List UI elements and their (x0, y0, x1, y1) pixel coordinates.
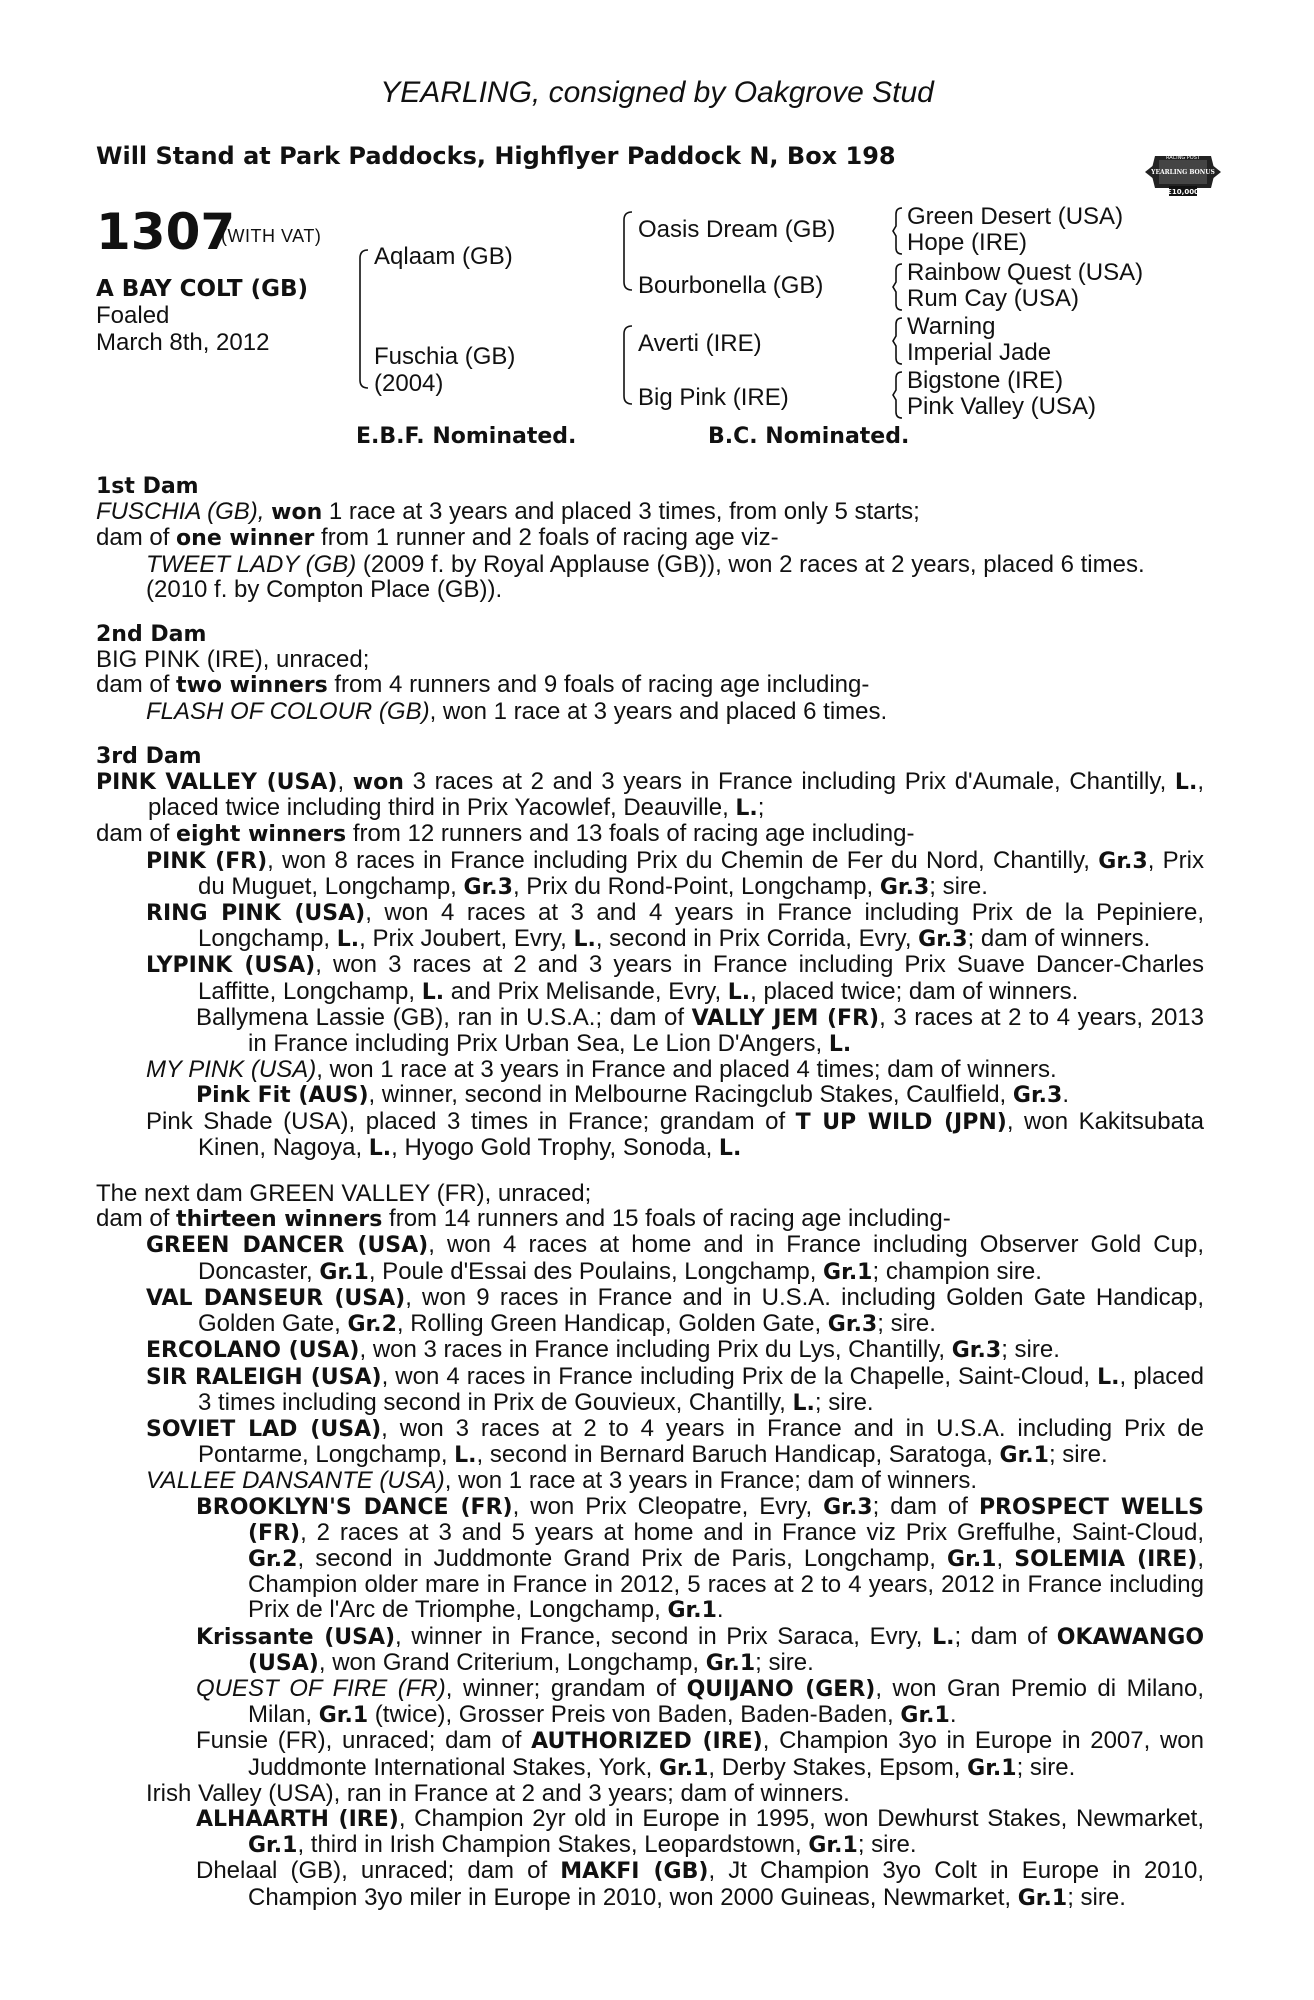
bracket-g78 (892, 370, 904, 420)
produce-lypink: LYPINK (USA), won 3 races at 2 and 3 years in France including Prix Suave Dancer-Charles Laffitte, Longchamp, L. and Prix Melisande, Evry, L., placed twice; dam of winners. (146, 951, 1205, 1005)
yearling-bonus-badge-icon (1143, 146, 1223, 204)
produce-2010: (2010 f. by Compton Place (GB)). (146, 575, 503, 603)
ancestor-7: Bigstone (IRE) (907, 367, 1064, 394)
ancestor-1: Green Desert (USA) (907, 203, 1124, 230)
produce-ercolano: ERCOLANO (USA), won 3 races in France including Prix du Lys, Chantilly, Gr.3; sire. (146, 1336, 1060, 1364)
produce-alhaarth: ALHAARTH (IRE), Champion 2yr old in Europe in 1995, won Dewhurst Stakes, Newmarket, Gr.1, third in Irish Champion Stakes, Leopardstown, Gr.1; sire. (196, 1804, 1205, 1859)
badge-top-text: RACING POST (1166, 155, 1200, 161)
badge-amount-text: £10,000 (1167, 188, 1199, 196)
produce-my-pink: MY PINK (USA), won 1 race at 3 years in France and placed 4 times; dam of winners. (146, 1056, 1057, 1084)
produce-krissante: Krissante (USA), winner in France, second in Prix Saraca, Evry, L.; dam of OKAWANGO (USA), won Grand Criterium, Longchamp, Gr.1; sire. (196, 1622, 1205, 1676)
sire-sire: Oasis Dream (GB) (638, 216, 836, 243)
ancestor-8: Pink Valley (USA) (907, 393, 1096, 420)
produce-green-dancer: GREEN DANCER (USA), won 4 races at home and in France including Observer Gold Cup, Doncaster, Gr.1, Poule d'Essai des Poulains, Longchamp, Gr.1; champion sire. (146, 1231, 1204, 1285)
produce-funsie: Funsie (FR), unraced; dam of AUTHORIZED (IRE), Champion 3yo in Europe in 2007, won Juddmonte International Stakes, York, Gr.1, Derby Stakes, Epsom, Gr.1; sire. (196, 1727, 1204, 1781)
produce-ballymena-lassie: Ballymena Lassie (GB), ran in U.S.A.; dam of VALLY JEM (FR), 3 races at 2 to 4 years, 2013 in France including Prix Urban Sea, Le Lion D'Angers, L. (196, 1003, 1205, 1058)
foaled-label: Foaled (96, 302, 170, 329)
dam-year: (2004) (374, 370, 444, 397)
bracket-g34 (892, 262, 904, 312)
lot-number: 1307 (96, 203, 236, 261)
produce-dhelaal: Dhelaal (GB), unraced; dam of MAKFI (GB), Jt Champion 3yo Colt in Europe in 2010, Champion 3yo miler in Europe in 2010, won 2000 Guineas, Newmarket, Gr.1; sire. (196, 1857, 1205, 1911)
first-dam-heading: 1st Dam (96, 474, 199, 499)
stand-location: Will Stand at Park Paddocks, Highflyer Paddock N, Box 198 (96, 142, 896, 170)
consignment-line: YEARLING, consigned by Oakgrove Stud (380, 76, 934, 109)
third-dam-heading: 3rd Dam (96, 743, 202, 769)
third-dam-entry: PINK VALLEY (USA), won 3 races at 2 and 3 years in France including Prix d'Aumale, Chantilly, L., placed twice including third in Prix Yacowlef, Deauville, L.; (96, 768, 1204, 822)
produce-flash-of-colour: FLASH OF COLOUR (GB), won 1 race at 3 years and placed 6 times. (146, 697, 888, 725)
produce-sir-raleigh: SIR RALEIGH (USA), won 4 races in France including Prix de la Chapelle, Saint-Cloud, L., placed 3 times including second in Prix de Gouvieux, Chantilly, L.; sire. (146, 1362, 1204, 1416)
badge-mid-text: YEARLING BONUS (1151, 169, 1215, 176)
vat-note: (WITH VAT) (221, 226, 322, 246)
sire-dam-bracket (356, 248, 370, 390)
foaled-date: March 8th, 2012 (96, 329, 270, 356)
second-dam-heading: 2nd Dam (96, 622, 207, 648)
sire-dam: Bourbonella (GB) (638, 272, 824, 299)
dam-sire: Averti (IRE) (638, 330, 762, 357)
next-dam-produce-summary: dam of thirteen winners from 14 runners and 15 foals of racing age including- (96, 1205, 951, 1233)
bracket-g12 (892, 206, 904, 256)
produce-pink-shade: Pink Shade (USA), placed 3 times in France; grandam of T UP WILD (JPN), won Kakitsubata Kinen, Nagoya, L., Hyogo Gold Trophy, Sonoda, L. (146, 1107, 1204, 1161)
produce-vallee-dansante: VALLEE DANSANTE (USA), won 1 race at 3 years in France; dam of winners. (146, 1467, 978, 1495)
produce-soviet-lad: SOVIET LAD (USA), won 3 races at 2 to 4 years in France and in U.S.A. including Prix de Pontarme, Longchamp, L., second in Bernard Baruch Handicap, Saratoga, Gr.1; sire. (146, 1414, 1204, 1469)
first-dam-produce-summary: dam of one winner from 1 runner and 2 foals of racing age viz- (96, 524, 779, 552)
ebf-nominated: E.B.F. Nominated. (356, 424, 577, 449)
next-dam-entry: The next dam GREEN VALLEY (FR), unraced; (96, 1180, 592, 1208)
produce-val-danseur: VAL DANSEUR (USA), won 9 races in France and in U.S.A. including Golden Gate Handicap, Golden Gate, Gr.2, Rolling Green Handicap, Golden Gate, Gr.3; sire. (146, 1283, 1204, 1338)
produce-quest-of-fire: QUEST OF FIRE (FR), winner; grandam of QUIJANO (GER), won Gran Premio di Milano, Milan, Gr.1 (twice), Grosser Preis von Baden, Baden-Baden, Gr.1. (196, 1674, 1204, 1729)
catalogue-body (96, 474, 1204, 1911)
produce-ring-pink: RING PINK (USA), won 4 races at 3 and 4 years in France including Prix de la Pepiniere, Longchamp, L., Prix Joubert, Evry, L., second in Prix Corrida, Evry, Gr.3; dam of winners. (146, 899, 1205, 953)
produce-pink-fit: Pink Fit (AUS), winner, second in Melbourne Racingclub Stakes, Caulfield, Gr.3. (196, 1081, 1069, 1109)
produce-pink: PINK (FR), won 8 races in France including Prix du Chemin de Fer du Nord, Chantilly, Gr.3, Prix du Muguet, Longchamp, Gr.3, Prix du Rond-Point, Longchamp, Gr.3; sire. (146, 846, 1205, 900)
sire-line-bracket (620, 210, 634, 292)
dam-line-bracket (620, 324, 634, 406)
dam: Fuschia (GB) (374, 343, 516, 370)
second-dam-produce-summary: dam of two winners from 4 runners and 9 foals of racing age including- (96, 671, 870, 699)
produce-brooklyns-dance: BROOKLYN'S DANCE (FR), won Prix Cleopatre, Evry, Gr.3; dam of PROSPECT WELLS (FR), 2 races at 3 and 5 years at home and in France viz Prix Greffulhe, Saint-Cloud, Gr.2, second in Juddmonte Grand Prix de Paris, Longchamp, Gr.1, SOLEMIA (IRE), Champion older mare in France in 2012, 5 races at 2 to 4 years, 2012 in France including Prix de l'Arc de Triomphe, Longchamp, Gr.1. (196, 1492, 1205, 1624)
ancestor-3: Rainbow Quest (USA) (907, 259, 1144, 286)
first-dam-entry: FUSCHIA (GB), won 1 race at 3 years and placed 3 times, from only 5 starts; (96, 498, 920, 526)
bracket-g56 (892, 316, 904, 366)
ancestor-2: Hope (IRE) (907, 229, 1028, 256)
produce-irish-valley: Irish Valley (USA), ran in France at 2 and 3 years; dam of winners. (146, 1779, 850, 1807)
third-dam-produce-summary: dam of eight winners from 12 runners and 13 foals of racing age including- (96, 820, 915, 848)
dam-dam: Big Pink (IRE) (638, 384, 789, 411)
foaled-info (96, 302, 269, 356)
ancestor-5: Warning (907, 313, 996, 340)
bc-nominated: B.C. Nominated. (708, 424, 910, 449)
produce-tweet-lady: TWEET LADY (GB) (2009 f. by Royal Applause (GB)), won 2 races at 2 years, placed 6 times. (146, 550, 1145, 578)
sire: Aqlaam (GB) (374, 243, 513, 270)
lot-title: A BAY COLT (GB) (96, 276, 309, 302)
ancestor-6: Imperial Jade (907, 339, 1052, 366)
ancestor-4: Rum Cay (USA) (907, 285, 1080, 312)
second-dam-entry: BIG PINK (IRE), unraced; (96, 646, 370, 674)
